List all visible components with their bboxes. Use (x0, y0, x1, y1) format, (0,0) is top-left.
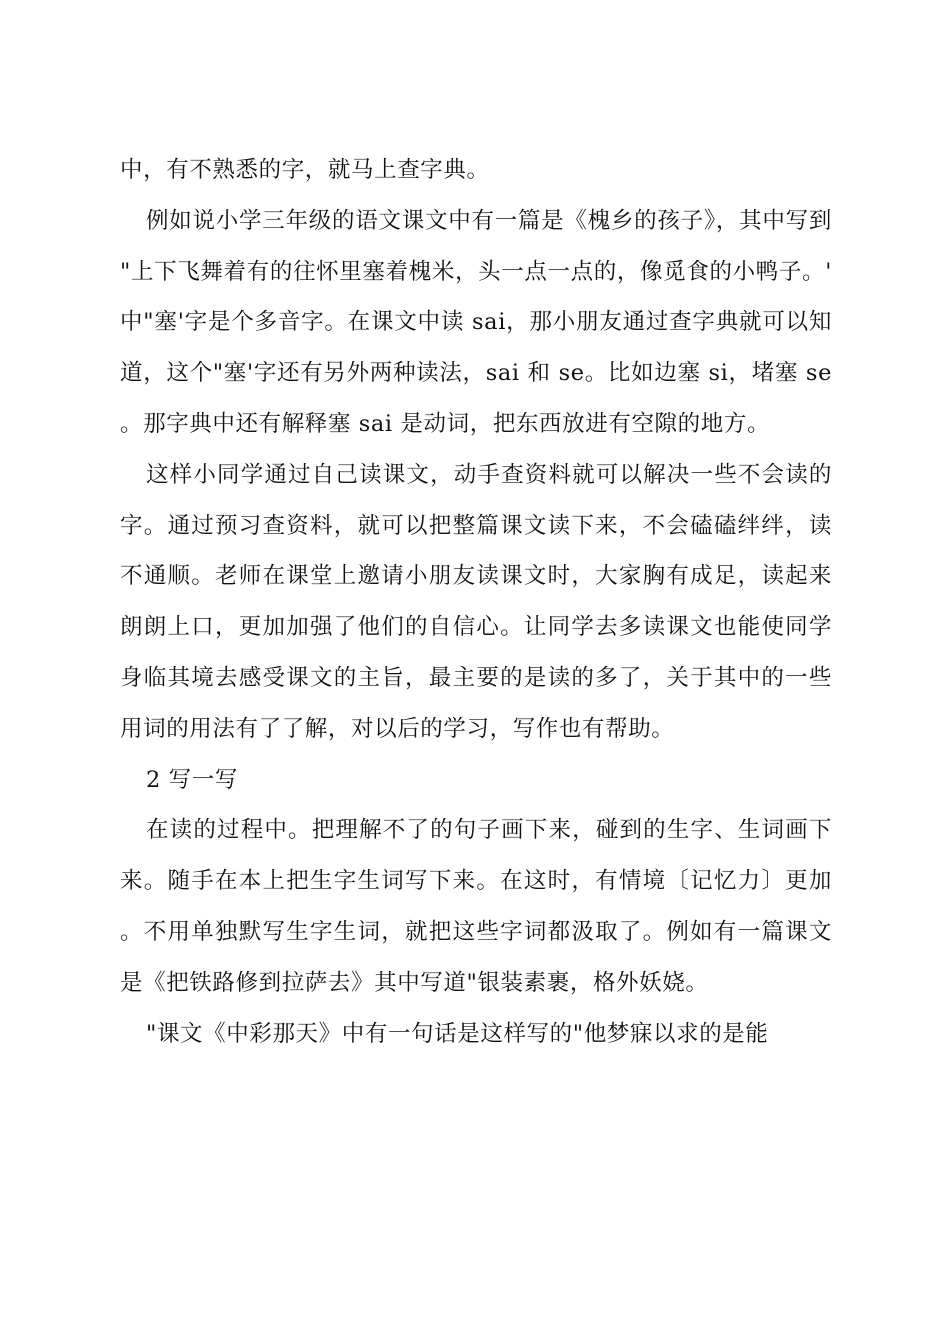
paragraph-continuation: 中，有不熟悉的字，就马上查字典。 (120, 157, 490, 183)
paragraph-lesson-quote: "课文《中彩那天》中有一句话是这样写的"他梦寐以求的是能 (146, 1020, 769, 1047)
paragraph-writing: 在读的过程中。把理解不了的句子画下来，碰到的生字、生词画下来。随手在本上把生字生词写下来。在这时，有情境〔记忆力〕更加。不用单独默写生字生词，就把这些字词都汲取了。例如有一篇课文是《把铁路修到拉萨去》其中写道"银装素裹，格外妖娆。 (120, 817, 832, 996)
section-heading: 2 写一写 (146, 766, 238, 793)
paragraph-reading-benefits: 这样小同学通过自己读课文，动手查资料就可以解决一些不会读的字。通过预习查资料，就可以把整篇课文读下来，不会磕磕绊绊，读不通顺。老师在课堂上邀请小朋友读课文时，大家胸有成足，读起来朗朗上口，更加加强了他们的自信心。让同学去多读课文也能使同学身临其境去感受课文的主旨，最主要的是读的多了，关于其中的一些用词的用法有了了解，对以后的学习，写作也有帮助。 (120, 461, 832, 742)
paragraph-dictionary-example: 例如说小学三年级的语文课文中有一篇是《槐乡的孩子》，其中写到"上下飞舞着有的往怀里塞着槐米，头一点一点的，像觅食的小鸭子。'中"塞'字是个多音字。在课文中读 sai，那小朋友通过查字典就可以知道，这个"塞'字还有另外两种读法，sai 和 se。比如边塞 si，堵塞 se。那字典中还有解释塞 sai 是动词，把东西放进有空隙的地方。 (120, 207, 832, 437)
document-page (120, 145, 832, 1059)
